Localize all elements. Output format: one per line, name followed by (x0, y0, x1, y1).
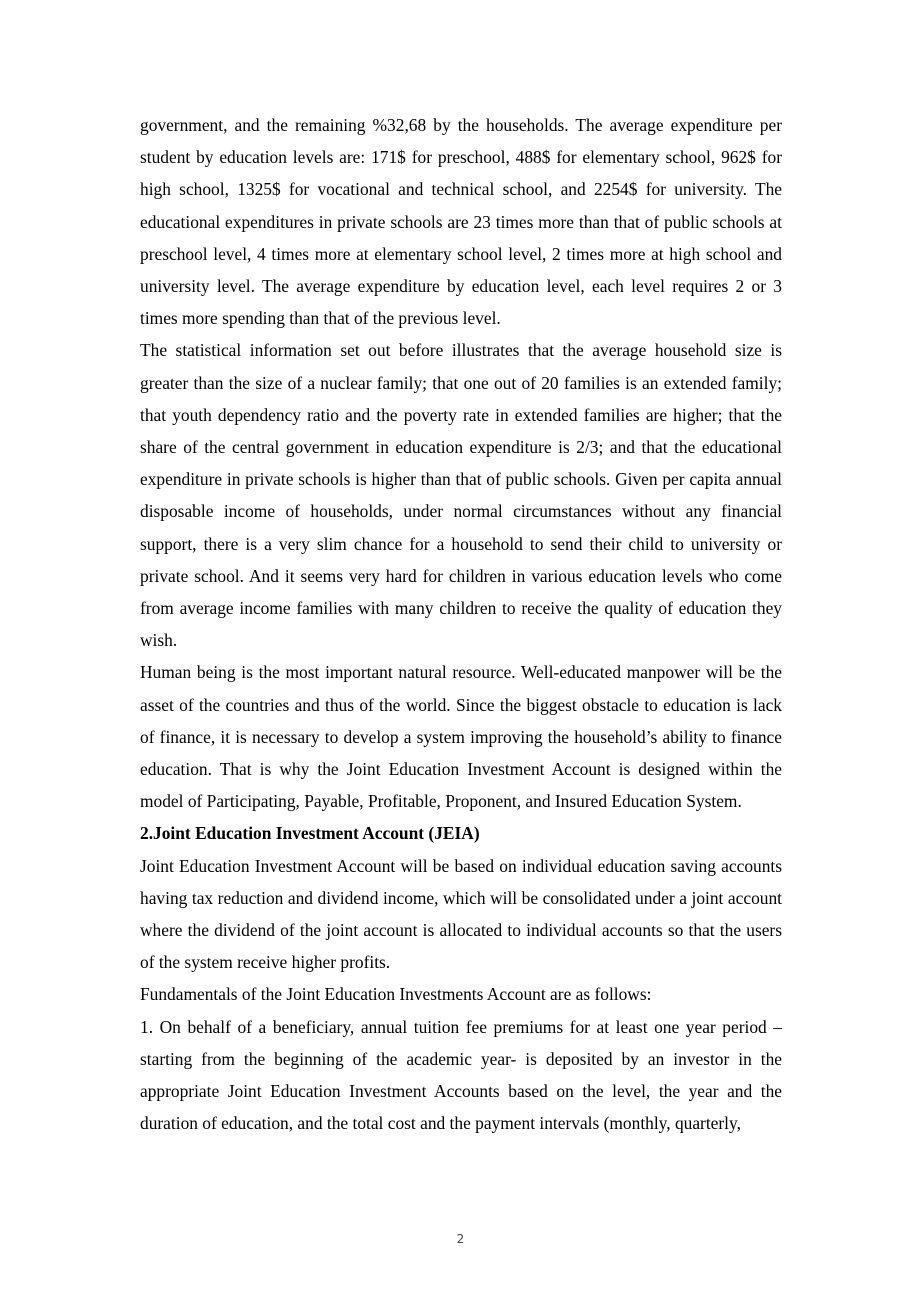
page-number: 2 (456, 1232, 465, 1246)
list-item-fundamental-1: 1. On behalf of a beneficiary, annual tuition fee premiums for at least one year period – starting from the beginning of the academic year- is deposited by an investor in the appropriate Joint Education Investment Accounts based on the level, the year and the duration of education, and the total cost and the payment intervals (monthly, quarterly, (140, 1016, 782, 1134)
paragraph-human-resource: Human being is the most important natural resource. Well-educated manpower will be the asset of the countries and thus of the world. Since the biggest obstacle to education is lack of finance, it is necessary to develop a system improving the household’s ability to finance education. That is why the Joint Education Investment Account is designed within the model of Participating, Payable, Profitable, Proponent, and Insured Education System. (140, 662, 782, 812)
paragraph-jeia-definition: Joint Education Investment Account will be based on individual education saving accounts having tax reduction and dividend income, which will be consolidated under a joint account where the dividend of the joint account is allocated to individual accounts so that the users of the system receive higher profits. (140, 855, 782, 973)
document-page (140, 109, 782, 1140)
paragraph-education-expenditure: government, and the remaining %32,68 by the households. The average expenditure per student by education levels are: 171$ for preschool, 488$ for elementary school, 962$ for high school, 1325$ for vocational and technical school, and 2254$ for university. The educational expenditures in private schools are 23 times more than that of public schools at preschool level, 4 times more at elementary school level, 2 times more at high school and university level. The average expenditure by education level, each level requires 2 or 3 times more spending than that of the previous level. (140, 115, 782, 329)
paragraph-fundamentals-intro: Fundamentals of the Joint Education Investments Account are as follows: (140, 984, 652, 1005)
section-heading-jeia: 2.Joint Education Investment Account (JEIA) (140, 823, 480, 844)
paragraph-statistical-information: The statistical information set out before illustrates that the average household size is greater than the size of a nuclear family; that one out of 20 families is an extended family; that youth dependency ratio and the poverty rate in extended families are higher; that the share of the central government in education expenditure is 2/3; and that the educational expenditure in private schools is higher than that of public schools. Given per capita annual disposable income of households, under normal circumstances without any financial support, there is a very slim chance for a household to send their child to university or private school. And it seems very hard for children in various education levels who come from average income families with many children to receive the quality of education they wish. (140, 340, 782, 651)
